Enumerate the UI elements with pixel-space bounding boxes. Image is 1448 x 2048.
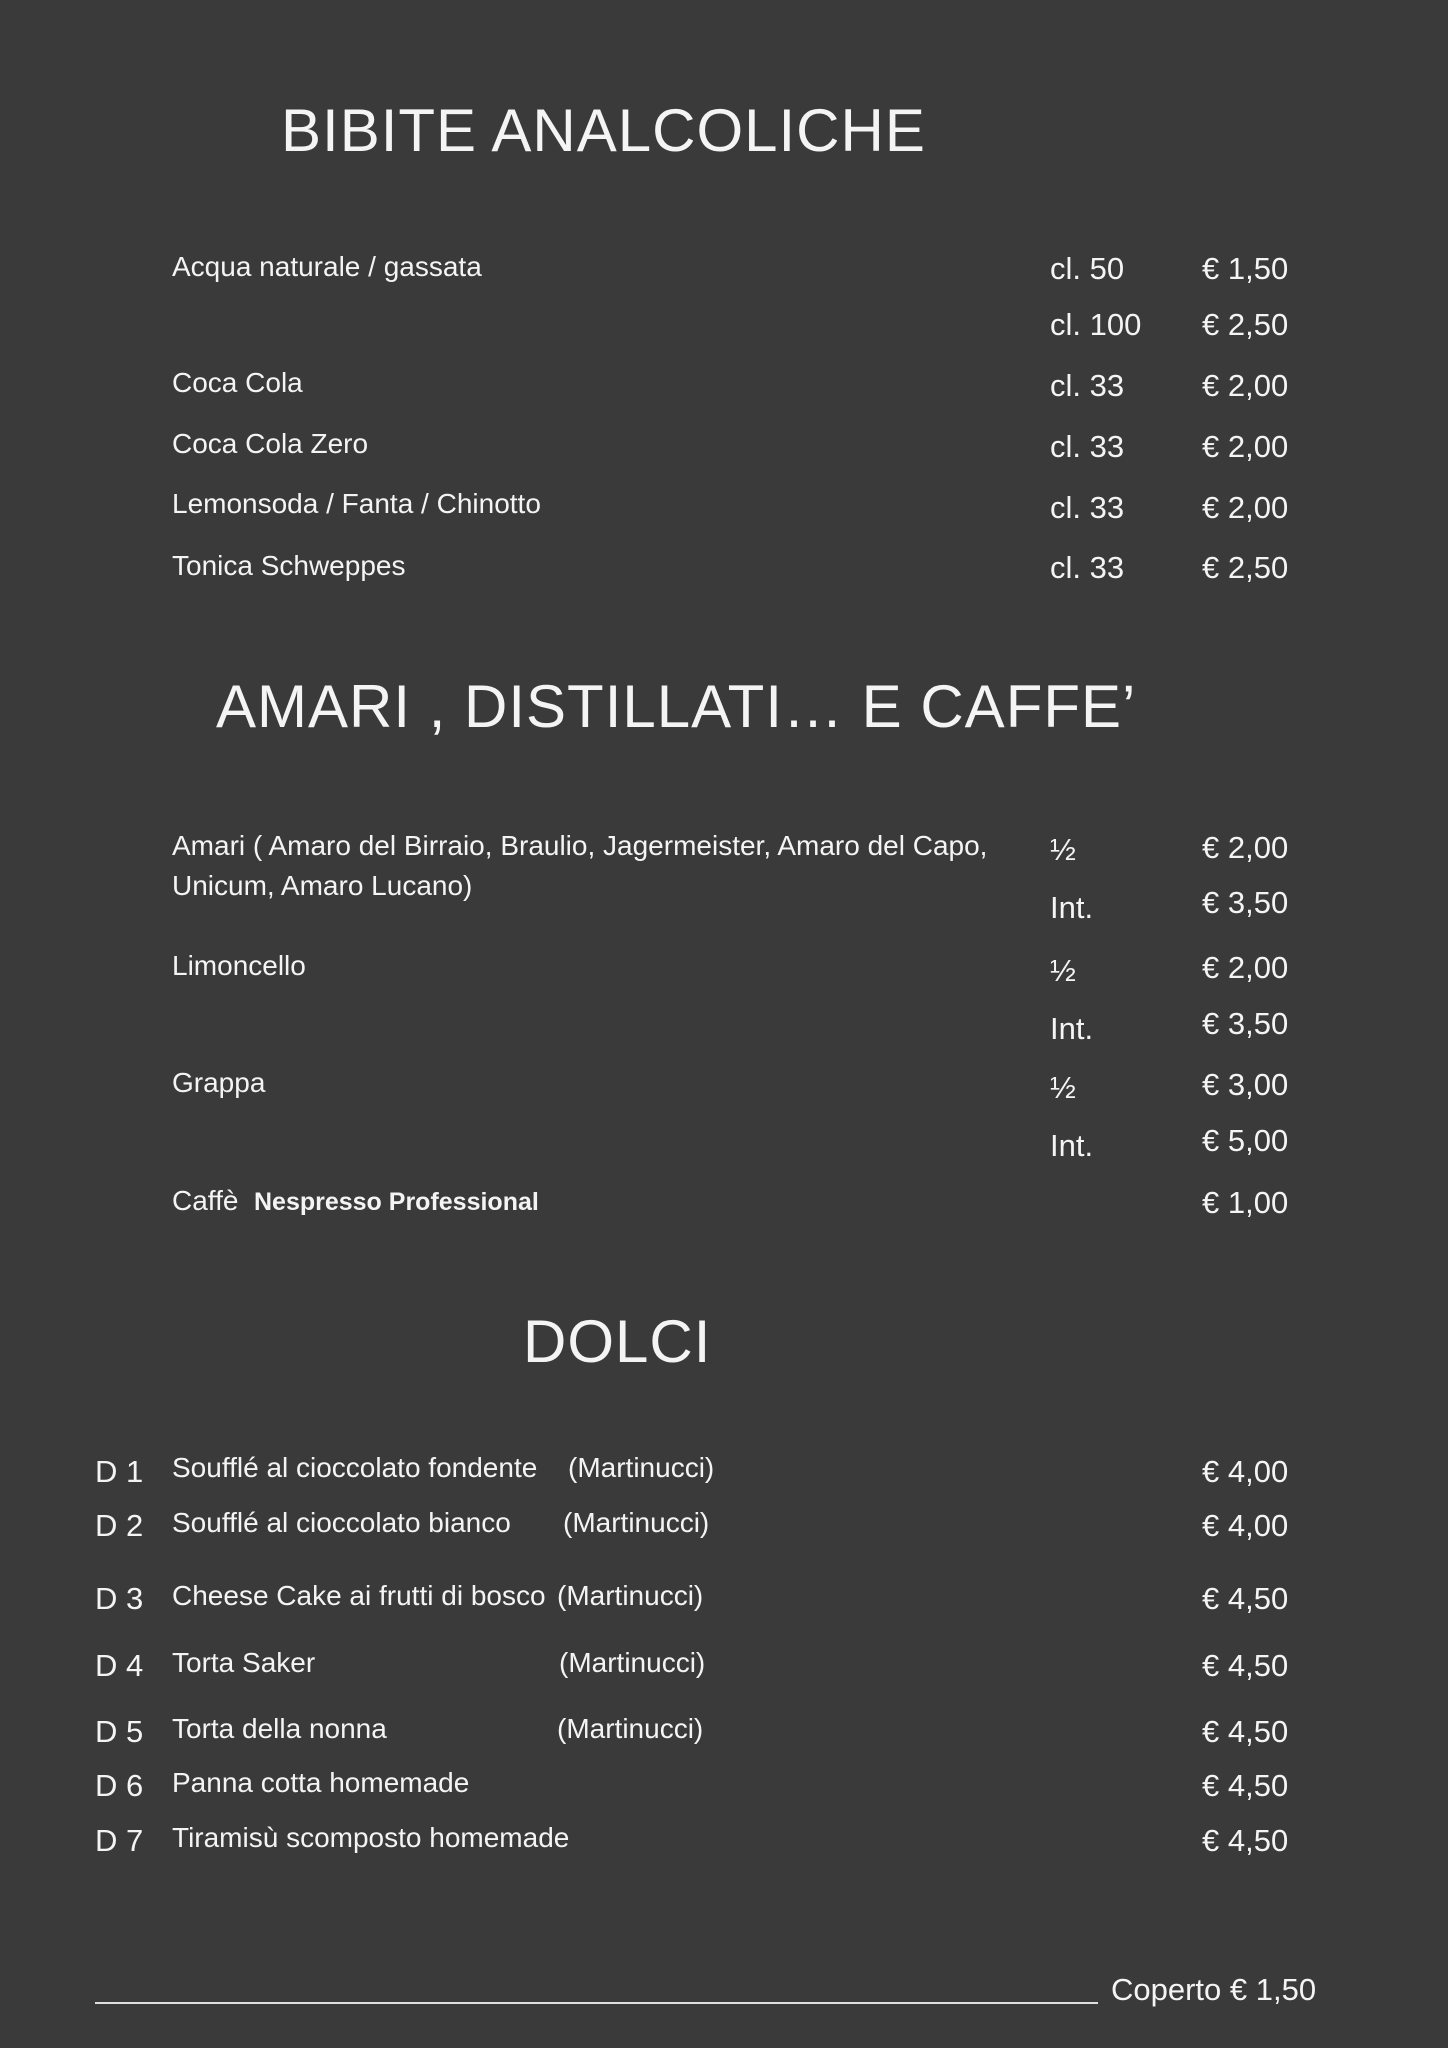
dessert-code: D 6 xyxy=(95,1768,144,1803)
dessert-code: D 7 xyxy=(95,1823,144,1858)
item-price: € 3,50 xyxy=(1202,1006,1289,1041)
item-maker: (Martinucci) xyxy=(563,1507,710,1538)
caffe-label: Caffè xyxy=(172,1185,239,1216)
item-price: € 4,00 xyxy=(1202,1454,1289,1489)
item-name: Acqua naturale / gassata xyxy=(172,251,482,282)
item-price: € 2,50 xyxy=(1202,307,1289,342)
item-size: cl. 33 xyxy=(1050,429,1125,464)
item-price: € 1,00 xyxy=(1202,1185,1289,1220)
item-maker: (Martinucci) xyxy=(559,1647,706,1678)
item-name: Torta Saker xyxy=(172,1647,316,1678)
item-name: Soufflé al cioccolato bianco xyxy=(172,1507,511,1538)
item-maker: (Martinucci) xyxy=(568,1452,715,1483)
dessert-code: D 3 xyxy=(95,1581,144,1616)
item-size: cl. 33 xyxy=(1050,550,1125,585)
footer-divider xyxy=(95,2002,1098,2004)
item-price: € 4,50 xyxy=(1202,1823,1289,1858)
item-name: Amari ( Amaro del Birraio, Braulio, Jagermeister, Amaro del Capo, xyxy=(172,830,988,861)
item-price: € 2,00 xyxy=(1202,368,1289,403)
item-size: Int. xyxy=(1050,890,1094,925)
coperto-label: Coperto € 1,50 xyxy=(1111,1972,1317,2007)
item-name: Lemonsoda / Fanta / Chinotto xyxy=(172,488,541,519)
item-price: € 4,50 xyxy=(1202,1714,1289,1749)
item-size: cl. 33 xyxy=(1050,490,1125,525)
item-name: Panna cotta homemade xyxy=(172,1767,470,1798)
dessert-code: D 1 xyxy=(95,1454,144,1489)
item-size: ½ xyxy=(1050,1070,1076,1105)
dessert-code: D 5 xyxy=(95,1714,144,1749)
item-maker: (Martinucci) xyxy=(557,1713,704,1744)
item-price: € 4,50 xyxy=(1202,1648,1289,1683)
item-price: € 4,50 xyxy=(1202,1581,1289,1616)
dessert-code: D 2 xyxy=(95,1508,144,1543)
item-price: € 2,00 xyxy=(1202,950,1289,985)
item-size: ½ xyxy=(1050,953,1076,988)
item-name-continued: Unicum, Amaro Lucano) xyxy=(172,870,473,901)
item-name: Tiramisù scomposto homemade xyxy=(172,1822,570,1853)
item-size: ½ xyxy=(1050,832,1076,867)
section-title-amari: AMARI , DISTILLATI… E CAFFE’ xyxy=(216,673,1137,740)
item-name xyxy=(172,1183,539,1219)
item-name: Tonica Schweppes xyxy=(172,550,406,581)
item-name: Limoncello xyxy=(172,950,306,981)
item-price: € 2,50 xyxy=(1202,550,1289,585)
item-size: cl. 50 xyxy=(1050,251,1125,286)
item-price: € 2,00 xyxy=(1202,429,1289,464)
item-price: € 1,50 xyxy=(1202,251,1289,286)
item-size: cl. 33 xyxy=(1050,368,1125,403)
item-price: € 2,00 xyxy=(1202,490,1289,525)
section-title-bibite: BIBITE ANALCOLICHE xyxy=(281,97,926,164)
item-price: € 3,50 xyxy=(1202,885,1289,920)
item-maker: (Martinucci) xyxy=(557,1580,704,1611)
item-name: Torta della nonna xyxy=(172,1713,387,1744)
item-name: Coca Cola xyxy=(172,367,303,398)
section-title-dolci: DOLCI xyxy=(523,1308,712,1375)
item-price: € 2,00 xyxy=(1202,830,1289,865)
item-name: Coca Cola Zero xyxy=(172,428,369,459)
item-name: Soufflé al cioccolato fondente xyxy=(172,1452,538,1483)
item-price: € 4,50 xyxy=(1202,1768,1289,1803)
item-price: € 3,00 xyxy=(1202,1067,1289,1102)
item-name: Grappa xyxy=(172,1067,266,1098)
caffe-brand: Nespresso Professional xyxy=(253,1188,539,1216)
item-price: € 4,00 xyxy=(1202,1508,1289,1543)
dessert-code: D 4 xyxy=(95,1648,144,1683)
item-size: cl. 100 xyxy=(1050,307,1142,342)
item-size: Int. xyxy=(1050,1128,1094,1163)
item-price: € 5,00 xyxy=(1202,1123,1289,1158)
item-size: Int. xyxy=(1050,1011,1094,1046)
item-name: Cheese Cake ai frutti di bosco xyxy=(172,1580,546,1611)
